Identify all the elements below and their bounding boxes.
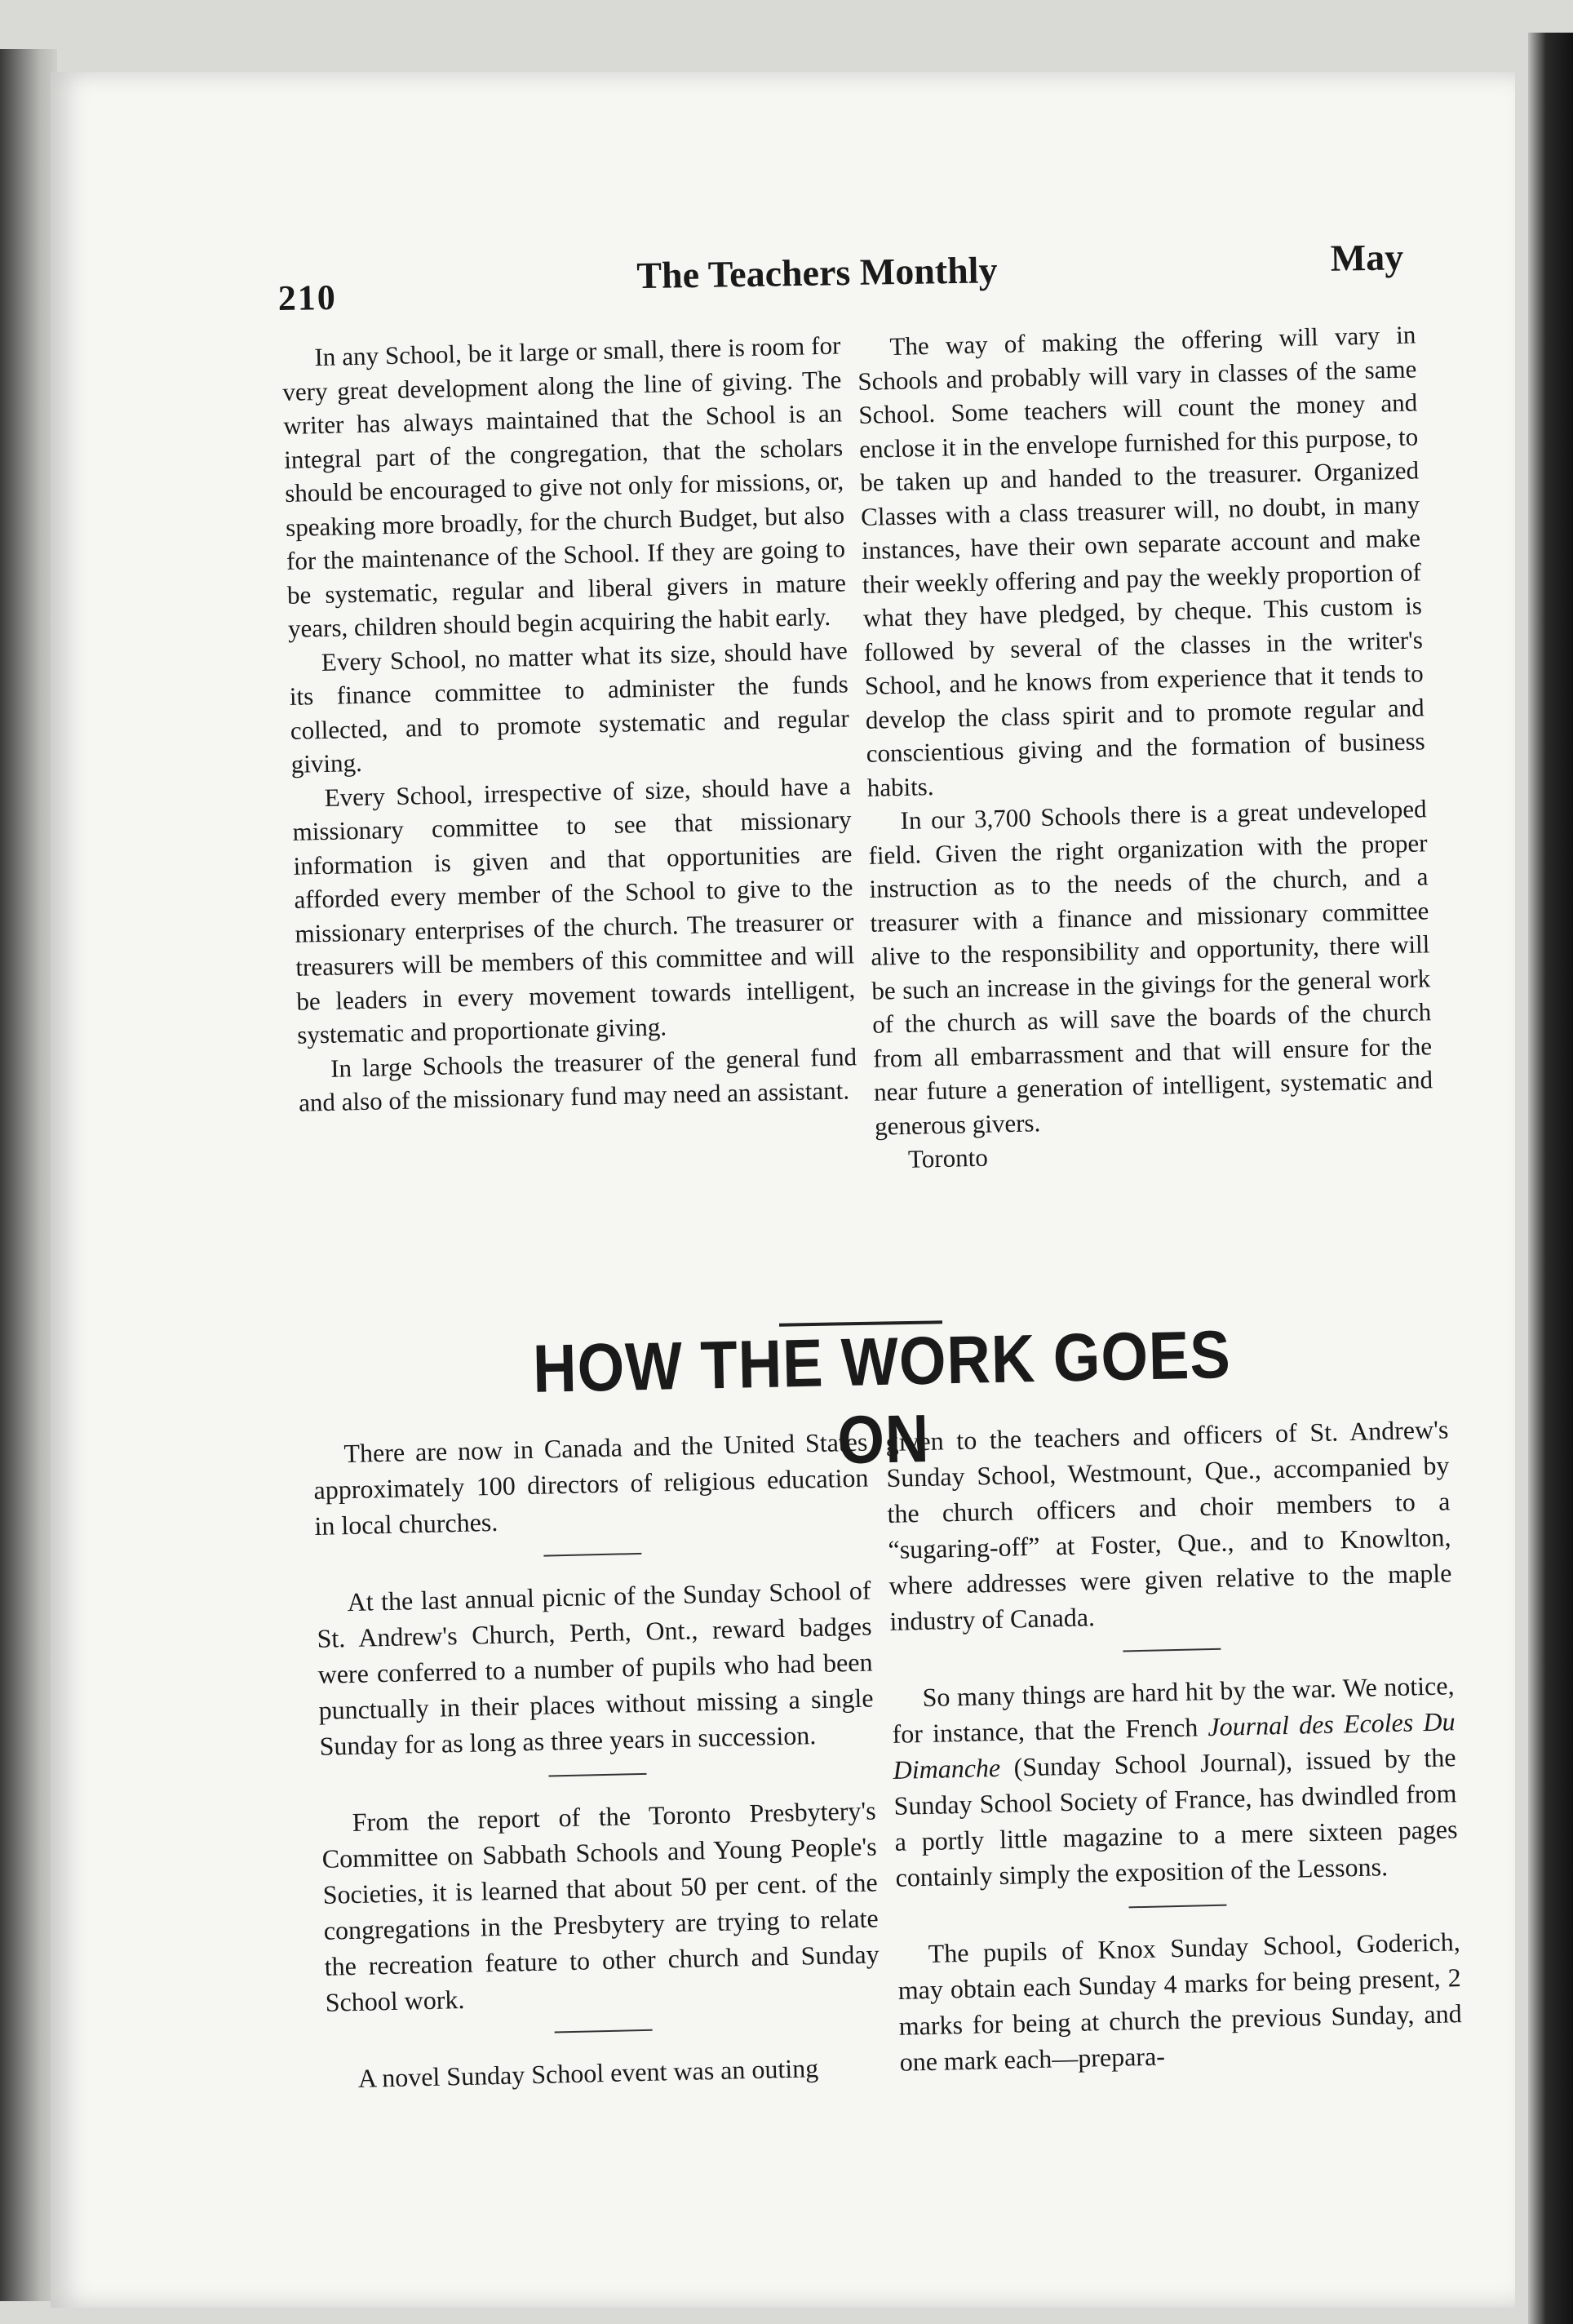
journal-name: Journal des Ecoles Du Dimanche bbox=[893, 1706, 1456, 1785]
article-paragraph: In any School, be it large or small, there is room for very great development along the line of giving. The writer has always maintained that the School is an integral part of the congregation, that the scholars should be encouraged to give not only for missions, or, speaking more broadly, for the church Budget, but also for the maintenance of the School. If they are going to be systematic, regular and liberal givers in mature years, children should begin acquiring the habit early. bbox=[282, 330, 847, 643]
news-separator bbox=[543, 1553, 641, 1557]
news-item: At the last annual picnic of the Sunday School of St. Andrew's Church, Perth, Ont., reward badges were conferred to a number of pupils who had been punctually in their places without missing a single Sunday for as long as three years in succession. bbox=[317, 1575, 874, 1761]
news-column-left bbox=[312, 1424, 882, 2097]
news-column-right bbox=[885, 1411, 1463, 2079]
news-item bbox=[891, 1667, 1459, 1896]
article-paragraph: Every School, irrespective of size, should have a missionary committee to see that missionary information is given and that opportunities are afforded every member of the School to give to the missionary enterprises of the church. The treasurer or treasurers will be members of this committee and will be leaders in every movement towards intelligent, systematic and proportionate giving. bbox=[292, 770, 856, 1049]
news-text: (Sunday School Journal), issued by the Sunday School Society of France, has dwindled from a portly little magazine to a mere sixteen pages containly simply the exposition of the Lessons. bbox=[893, 1742, 1458, 1892]
book-right-edge bbox=[1528, 33, 1573, 2324]
article-paragraph: In large Schools the treasurer of the general fund and also of the missionary fund may need an assistant. bbox=[298, 1041, 857, 1117]
news-item: The pupils of Knox Sunday School, Goderich, may obtain each Sunday 4 marks for being present, 2 marks for being at church the previous Sunday, and one mark each—prepara- bbox=[897, 1927, 1462, 2077]
article-signature: Toronto bbox=[907, 1142, 989, 1173]
news-separator bbox=[555, 2029, 653, 2034]
news-separator bbox=[1123, 1648, 1221, 1652]
news-separator bbox=[549, 1773, 647, 1777]
journal-title: The Teachers Monthly bbox=[636, 249, 998, 297]
article-column-left bbox=[281, 328, 857, 1120]
section-heading: HOW THE WORK GOES ON bbox=[532, 1315, 1232, 1479]
news-item: given to the teachers and officers of St. Andrew's Sunday School, Westmount, Que., accompanied by the church officers and choir members to a “sugaring-off” at Foster, Que., and to Knowlton, where addresses were given relative to the maple industry of Canada. bbox=[885, 1414, 1452, 1636]
news-separator bbox=[1128, 1905, 1226, 1909]
article-column-right bbox=[857, 317, 1434, 1177]
article-paragraph: Every School, no matter what its size, should have its finance committee to administer the funds collected, and to promote systematic and regular giving. bbox=[289, 635, 850, 778]
article-paragraph: The way of making the offering will vary in Schools and probably will vary in classes of the same School. Some teachers will count the money and enclose it in the envelope furnished for this purpose, to be taken up and handed to the treasurer. Organized Classes with a class treasurer will, no doubt, in many instances, have their own separate account and make their weekly offering and pay the weekly proportion of what they have pledged, by cheque. This custom is followed by several of the classes in the writer's School, and he knows from experience that it tends to develop the class spirit and to promote regular and conscientious giving and the formation of business habits. bbox=[857, 320, 1425, 802]
article-paragraph: In our 3,700 Schools there is a great undeveloped field. Given the right organization with the proper instruction as to the needs of the church, and a treasurer with a finance and missionary committee alive to the responsibility and opportunity, there will be such an increase in the givings for the general work of the church as will save the boards of the church from all embarrassment and that will ensure for the near future a generation of intelligent, systematic and generous givers. bbox=[868, 794, 1433, 1141]
news-item: From the report of the Toronto Presbytery's Committee on Sabbath Schools and Young People's Societies, it is learned that about 50 per cent. of the congregations in the Presbytery are trying to relate the recreation feature to other church and Sunday School work. bbox=[321, 1795, 880, 2017]
news-item: There are now in Canada and the United States approximately 100 directors of religious education in local churches. bbox=[313, 1426, 869, 1541]
book-binding-edge bbox=[0, 49, 57, 2301]
page-number: 210 bbox=[277, 277, 338, 318]
news-text: So many things are hard hit by the war. We notice, for instance, that the French bbox=[892, 1670, 1455, 1749]
news-item: A novel Sunday School event was an outing bbox=[357, 2053, 819, 2093]
issue-month: May bbox=[1330, 236, 1404, 279]
